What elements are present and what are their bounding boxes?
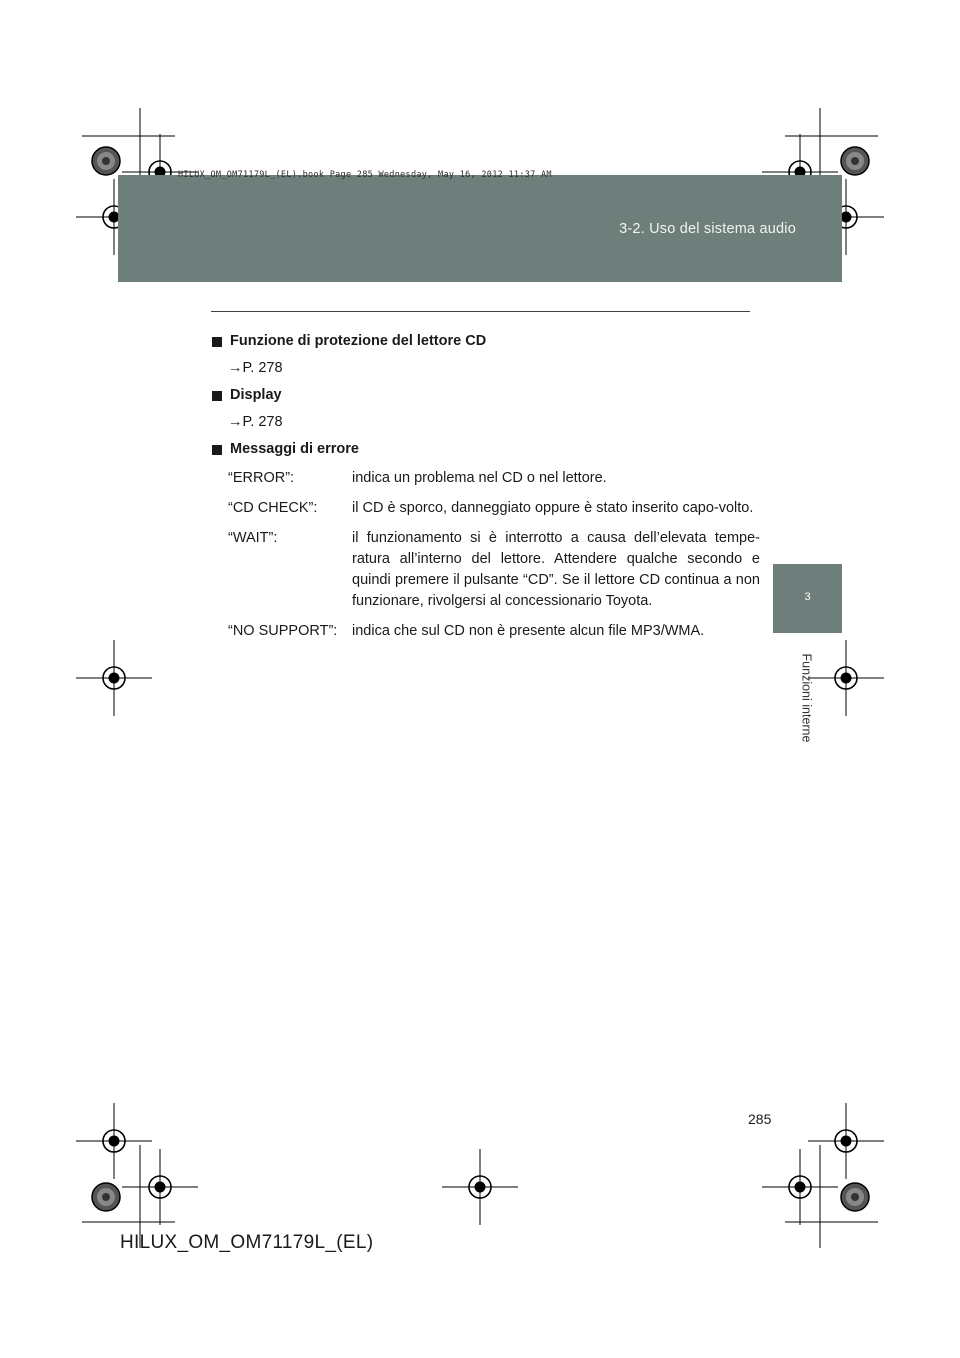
chapter-number: 3: [804, 591, 811, 603]
section-divider: [211, 311, 750, 312]
crosshair-mark-icon: [122, 1149, 198, 1225]
section-heading: Display: [210, 385, 760, 406]
chapter-label-text: Funzioni interne: [799, 653, 814, 743]
list-item: [228, 621, 760, 642]
error-code: “NO SUPPORT”:: [228, 623, 338, 639]
section-title: 3-2. Uso del sistema audio: [619, 221, 796, 237]
error-description: il CD è sporco, danneggiato oppure è stato inserito capo-volto.: [352, 500, 754, 516]
print-metadata: HILUX_OM_OM71179L_(EL).book Page 285 Wednesday, May 16, 2012 11:37 AM: [178, 170, 552, 180]
error-description: indica che sul CD non è presente alcun file MP3/WMA.: [352, 623, 705, 639]
error-code: “ERROR”:: [228, 470, 295, 486]
chapter-tab: [773, 564, 842, 633]
error-code: “WAIT”:: [228, 530, 278, 546]
section-heading: Messaggi di errore: [210, 439, 760, 460]
registration-mark-icon: [92, 1183, 120, 1211]
main-content: [210, 326, 760, 651]
crosshair-mark-icon: [76, 1103, 152, 1179]
crosshair-mark-icon: [442, 1149, 518, 1225]
crosshair-mark-icon: [808, 1103, 884, 1179]
page-reference: →P. 278: [228, 360, 283, 376]
square-bullet-icon: [212, 337, 222, 347]
square-bullet-icon: [212, 391, 222, 401]
error-code: “CD CHECK”:: [228, 500, 318, 516]
square-bullet-icon: [212, 445, 222, 455]
document-code: HILUX_OM_OM71179L_(EL): [120, 1232, 374, 1253]
section-heading: Funzione di protezione del lettore CD: [210, 331, 760, 352]
crosshair-mark-icon: [76, 640, 152, 716]
header-band: [118, 175, 842, 282]
page-reference: →P. 278: [228, 414, 283, 430]
crosshair-mark-icon: [762, 1149, 838, 1225]
list-item: [228, 498, 760, 519]
list-item: [228, 468, 760, 489]
registration-mark-icon: [841, 147, 869, 175]
registration-mark-icon: [92, 147, 120, 175]
error-description: il funzionamento si è interrotto a causa dell’elevata tempe-ratura all’interno del lettore. Attendere qualche secondo e quindi premere il pulsante “CD”. Se il lettore CD continua a non funzionare, rivolgersi al concessionario Toyota.: [352, 530, 760, 609]
error-message-list: [228, 468, 760, 642]
error-description: indica un problema nel CD o nel lettore.: [352, 470, 607, 486]
registration-mark-icon: [841, 1183, 869, 1211]
page-number: 285: [748, 1111, 772, 1127]
chapter-label: [776, 642, 836, 754]
list-item: [228, 528, 760, 612]
